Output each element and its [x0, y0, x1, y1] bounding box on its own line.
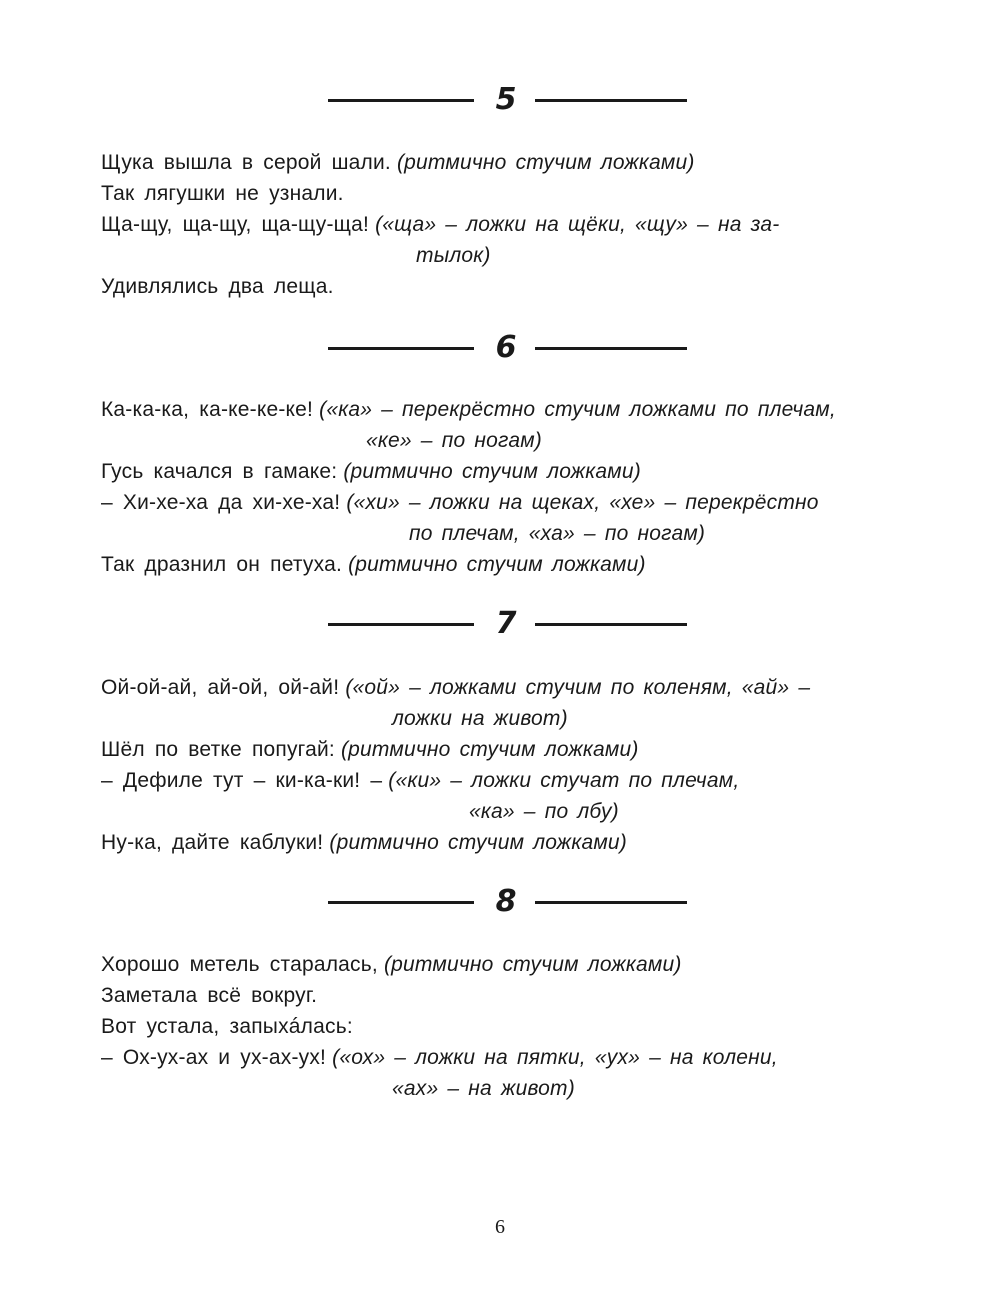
verse-text: Шёл по ветке попугай: [101, 738, 335, 761]
stanza-line-continuation [392, 703, 568, 734]
stanza-line [101, 827, 627, 858]
stage-direction: (ритмично стучим ложками) [343, 460, 641, 483]
stanza-line [101, 549, 646, 580]
verse-text: Гусь качался в гамаке: [101, 460, 338, 483]
heading-rule-left [328, 99, 474, 102]
verse-text: – Ох-ух-ах и ух-ах-ух! [101, 1046, 327, 1069]
section-number: 8 [495, 884, 517, 919]
verse-text: Ну-ка, дайте каблуки! [101, 831, 324, 854]
stanza-line-continuation [392, 1073, 575, 1104]
section-heading-6 [0, 328, 1000, 368]
verse-text: Ой-ой-ай, ай-ой, ой-ай! [101, 676, 340, 699]
stanza-line [101, 1042, 778, 1073]
verse-text: Ка-ка-ка, ка-ке-ке-ке! [101, 398, 314, 421]
section-heading-5 [0, 80, 1000, 120]
stanza-line [101, 734, 639, 765]
stage-direction: (ритмично стучим ложками) [396, 151, 695, 174]
stanza-line [101, 178, 344, 209]
page-number: 6 [495, 1216, 505, 1238]
stage-direction: (ритмично стучим ложками) [340, 738, 639, 761]
stage-direction: по плечам, «ха» – по ногам) [409, 522, 706, 545]
stanza-line [101, 949, 682, 980]
verse-text: Вот устала, запыхáлась: [101, 1015, 353, 1038]
stage-direction: «ке» – по ногам) [366, 429, 542, 452]
verse-text: Щука вышла в серой шали. [101, 151, 391, 174]
verse-text: Так лягушки не узнали. [101, 182, 344, 205]
section-number: 6 [495, 330, 517, 365]
stanza-line [101, 394, 836, 425]
section-number: 5 [495, 82, 517, 117]
stanza-line [101, 672, 810, 703]
stage-direction: («ка» – перекрёстно стучим ложками по плечам, [319, 398, 836, 421]
stage-direction: тылок) [416, 244, 491, 267]
heading-rule-right [535, 347, 687, 350]
verse-text: Удивлялись два леща. [101, 275, 334, 298]
stanza-line-continuation [409, 518, 705, 549]
stage-direction: (ритмично стучим ложками) [329, 831, 627, 854]
heading-rule-right [535, 901, 687, 904]
stage-direction: («ой» – ложками стучим по коленям, «ай» – [345, 676, 811, 699]
verse-text: Хорошо метель старалась, [101, 953, 378, 976]
stanza-line-continuation [416, 240, 491, 271]
stanza-line [101, 456, 641, 487]
stage-direction: (ритмично стучим ложками) [348, 553, 646, 576]
heading-rule-right [535, 623, 687, 626]
verse-text: – Дефиле тут – ки-ка-ки! – [101, 769, 383, 792]
heading-rule-left [328, 347, 474, 350]
stage-direction: («ща» – ложки на щёки, «щу» – на за- [375, 213, 780, 236]
stanza-line [101, 271, 334, 302]
stage-direction: («хи» – ложки на щеках, «хе» – перекрёстно [346, 491, 819, 514]
stage-direction: ложки на живот) [392, 707, 568, 730]
stanza-line [101, 147, 695, 178]
heading-rule-left [328, 901, 474, 904]
section-heading-7 [0, 604, 1000, 644]
verse-text: Ща-щу, ща-щу, ща-щу-ща! [101, 213, 370, 236]
verse-text: – Хи-хе-ха да хи-хе-ха! [101, 491, 341, 514]
verse-text: Так дразнил он петуха. [101, 553, 343, 576]
stanza-line [101, 1011, 353, 1042]
section-heading-8 [0, 882, 1000, 922]
stanza-line [101, 765, 739, 796]
heading-rule-left [328, 623, 474, 626]
heading-rule-right [535, 99, 687, 102]
stanza-line [101, 209, 779, 240]
stanza-line [101, 487, 819, 518]
stage-direction: («ки» – ложки стучат по плечам, [388, 769, 740, 792]
stage-direction: («ох» – ложки на пятки, «ух» – на колени, [332, 1046, 778, 1069]
stage-direction: (ритмично стучим ложками) [383, 953, 682, 976]
verse-text: Заметала всё вокруг. [101, 984, 318, 1007]
stage-direction: «ка» – по лбу) [469, 800, 619, 823]
stanza-line-continuation [366, 425, 542, 456]
stanza-line-continuation [469, 796, 619, 827]
section-number: 7 [495, 606, 517, 641]
stanza-line [101, 980, 317, 1011]
stage-direction: «ах» – на живот) [392, 1077, 575, 1100]
